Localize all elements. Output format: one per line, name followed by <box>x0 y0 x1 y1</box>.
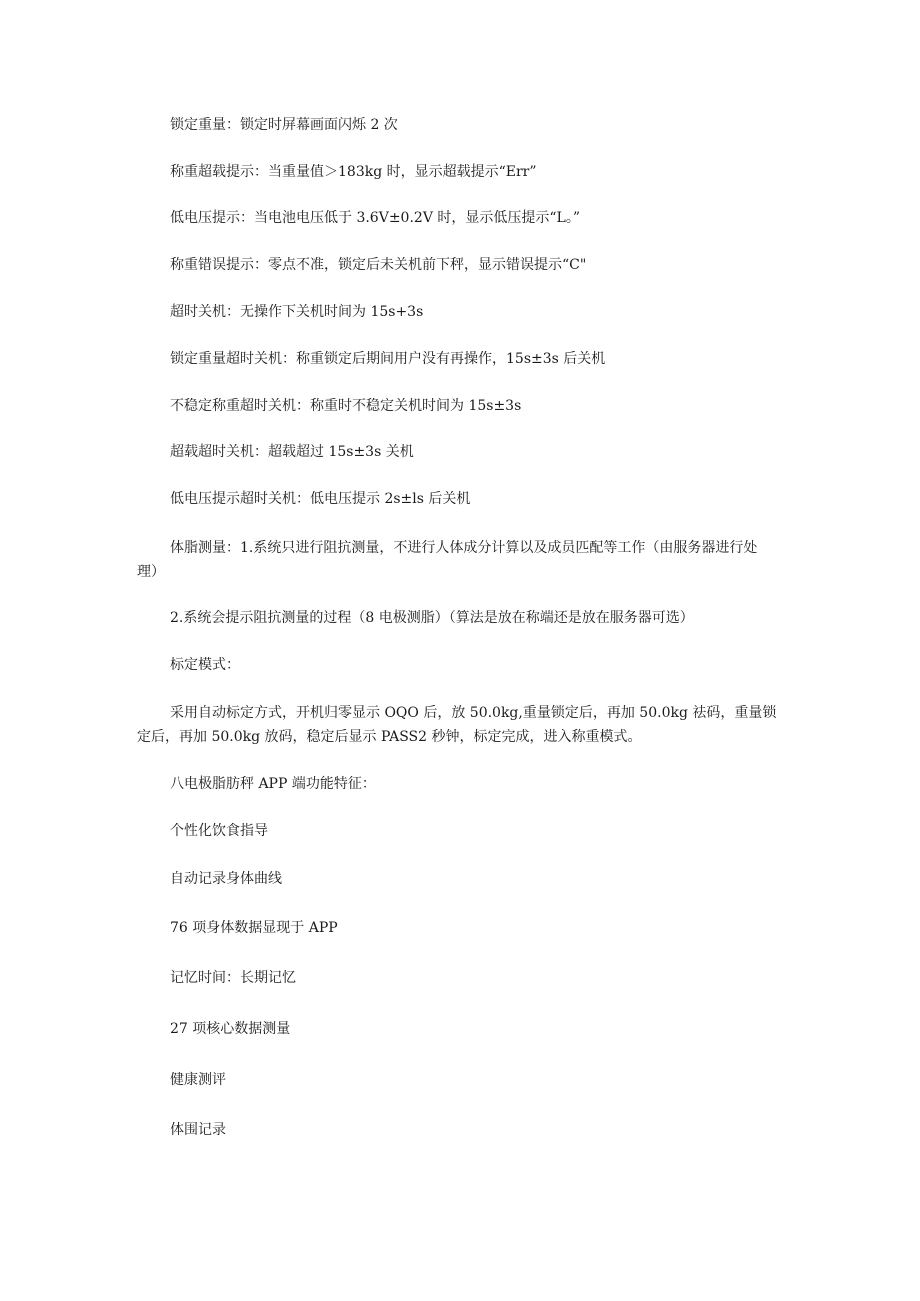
paragraph-low-voltage-prompt: 低电压提示：当电池电压低于 3.6V±0.2V 时，显示低压提示“L。” <box>170 210 580 226</box>
paragraph-overload-timeout-shutdown: 超载超时关机：超载超过 15s±3s 关机 <box>170 444 414 460</box>
list-item-memory-time: 记忆时间：长期记忆 <box>170 970 296 986</box>
paragraph-unstable-timeout-shutdown: 不稳定称重超时关机：称重时不稳定关机时间为 15s±3s <box>170 398 522 414</box>
paragraph-calibration-procedure: 采用自动标定方式，开机归零显示 OQO 后，放 50.0kg,重量锁定后，再加 50.0kg 祛码，重量锁定后，再加 50.0kg 放码，稳定后显示 PASS2 秒钟，标定完成，进入称重模式。 <box>137 705 777 745</box>
paragraph-impedance-process: 2.系统会提示阻抗测量的过程（8 电极测脂）（算法是放在称端还是放在服务器可选） <box>170 610 694 626</box>
paragraph-lock-timeout-shutdown: 锁定重量超时关机：称重锁定后期间用户没有再操作，15s±3s 后关机 <box>170 351 606 367</box>
paragraph-app-features-heading: 八电极脂肪秤 APP 端功能特征： <box>170 776 376 792</box>
paragraph-lock-weight: 锁定重量：锁定时屏幕画面闪烁 2 次 <box>170 117 398 133</box>
paragraph-overload-prompt: 称重超载提示：当重量值＞183kg 时，显示超载提示“Err” <box>170 164 537 180</box>
list-item-body-data-app: 76 项身体数据显现于 APP <box>170 920 338 936</box>
paragraph-weighing-error-prompt: 称重错误提示：零点不准，锁定后未关机前下秤，显示错误提示“C" <box>170 257 587 273</box>
paragraph-calibration-heading: 标定模式： <box>170 657 240 673</box>
paragraph-body-fat-measurement: 体脂测量：1.系统只进行阻抗测量，不进行人体成分计算以及成员匹配等工作（由服务器进行处理） <box>137 540 758 580</box>
paragraph-low-voltage-timeout-shutdown: 低电压提示超时关机：低电压提示 2s±ls 后关机 <box>170 491 471 507</box>
list-item-diet-guidance: 个性化饮食指导 <box>170 823 268 839</box>
list-item-core-data: 27 项核心数据测量 <box>170 1021 291 1037</box>
list-item-body-circumference: 体围记录 <box>170 1122 226 1138</box>
list-item-body-curve: 自动记录身体曲线 <box>170 871 282 887</box>
list-item-health-assessment: 健康测评 <box>170 1072 226 1088</box>
paragraph-timeout-shutdown: 超时关机：无操作下关机时间为 15s+3s <box>170 304 424 320</box>
